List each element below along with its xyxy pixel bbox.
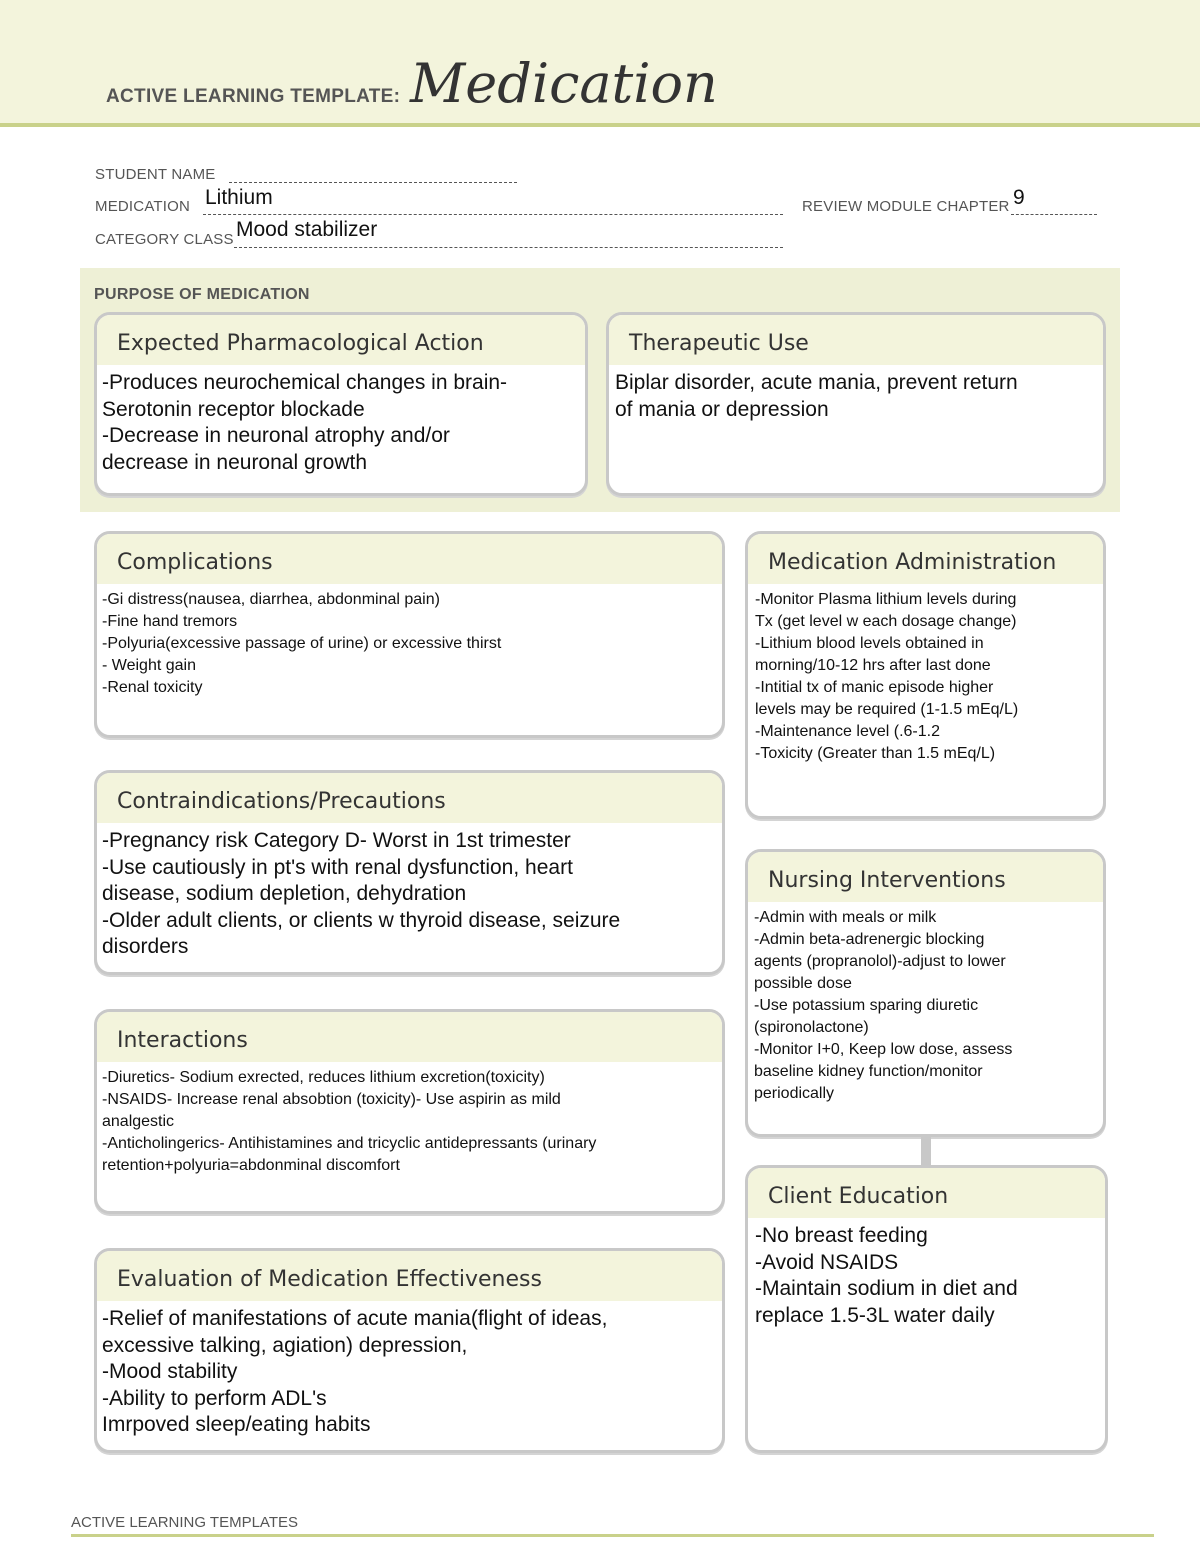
- header-divider: [0, 123, 1200, 127]
- interactions-title: Interactions: [97, 1012, 722, 1062]
- interactions-text[interactable]: -Diuretics- Sodium exrected, reduces lithium excretion(toxicity) -NSAIDS- Increase renal absobtion (toxicity)- Use aspirin as mild analgestic -Anticholingerics- Antihistamines and tricyclic antidepressants (urinary retention+polyuria=abdonminal discomfort: [102, 1069, 597, 1174]
- complications-title: Complications: [97, 534, 722, 584]
- nursing-interventions-text[interactable]: -Admin with meals or milk -Admin beta-adrenergic blocking agents (propranolol)-adjust to lower possible dose -Use potassium sparing diuretic (spironolactone) -Monitor I+0, Keep low dose, assess baseline kidney function/monitor periodically: [754, 909, 1013, 1102]
- client-education-card: [745, 1165, 1108, 1453]
- expected-action-title: Expected Pharmacological Action: [97, 315, 585, 365]
- review-module-label: REVIEW MODULE CHAPTER: [802, 198, 1010, 215]
- therapeutic-use-title: Therapeutic Use: [609, 315, 1103, 365]
- evaluation-text[interactable]: -Relief of manifestations of acute mania(flight of ideas, excessive talking, agiation) depression, -Mood stability -Ability to perform ADL's Imrpoved sleep/eating habits: [102, 1307, 608, 1436]
- complications-text[interactable]: -Gi distress(nausea, diarrhea, abdonminal pain) -Fine hand tremors -Polyuria(excessive passage of urine) or excessive thirst - Weight gain -Renal toxicity: [102, 591, 502, 696]
- interactions-card: [94, 1009, 725, 1214]
- category-class-label: CATEGORY CLASS: [95, 231, 234, 248]
- category-class-field[interactable]: Mood stabilizer: [236, 218, 378, 241]
- medication-field-line: [203, 198, 783, 215]
- student-name-label: STUDENT NAME: [95, 166, 216, 183]
- expected-action-card: [94, 312, 588, 496]
- purpose-title: PURPOSE OF MEDICATION: [94, 286, 310, 303]
- evaluation-title: Evaluation of Medication Effectiveness: [97, 1251, 722, 1301]
- expected-action-text[interactable]: -Produces neurochemical changes in brain- Serotonin receptor blockade -Decrease in neuronal atrophy and/or decrease in neuronal growth: [102, 371, 508, 474]
- template-label: ACTIVE LEARNING TEMPLATE:: [106, 86, 401, 107]
- therapeutic-use-card: [606, 312, 1106, 496]
- review-module-field[interactable]: 9: [1013, 186, 1025, 209]
- medication-administration-title: Medication Administration: [748, 534, 1103, 584]
- contraindications-title: Contraindications/Precautions: [97, 773, 722, 823]
- nursing-interventions-title: Nursing Interventions: [748, 852, 1103, 902]
- template-title: Medication: [410, 52, 718, 115]
- evaluation-card: [94, 1248, 725, 1453]
- contraindications-text[interactable]: -Pregnancy risk Category D- Worst in 1st trimester -Use cautiously in pt's with renal dysfunction, heart disease, sodium depletion, dehydration -Older adult clients, or clients w thyroid disease, seizure disorders: [102, 829, 621, 958]
- therapeutic-use-text[interactable]: Biplar disorder, acute mania, prevent return of mania or depression: [615, 371, 1018, 421]
- footer-label: ACTIVE LEARNING TEMPLATES: [71, 1514, 298, 1531]
- nursing-interventions-card: [745, 849, 1106, 1137]
- complications-card: [94, 531, 725, 738]
- card-connector: [921, 1134, 931, 1166]
- footer-divider: [71, 1534, 1154, 1537]
- medication-administration-card: [745, 531, 1106, 819]
- contraindications-card: [94, 770, 725, 975]
- medication-label: MEDICATION: [95, 198, 191, 215]
- client-education-text[interactable]: -No breast feeding -Avoid NSAIDS -Maintain sodium in diet and replace 1.5-3L water daily: [755, 1224, 1018, 1327]
- student-name-field[interactable]: [229, 166, 517, 183]
- client-education-title: Client Education: [748, 1168, 1105, 1218]
- medication-administration-text[interactable]: -Monitor Plasma lithium levels during Tx (get level w each dosage change) -Lithium blood levels obtained in morning/10-12 hrs after last done -Intitial tx of manic episode higher levels may be required (1-1.5 mEq/L) -Maintenance level (.6-1.2 -Toxicity (Greater than 1.5 mEq/L): [755, 591, 1019, 762]
- medication-field[interactable]: Lithium: [205, 186, 273, 209]
